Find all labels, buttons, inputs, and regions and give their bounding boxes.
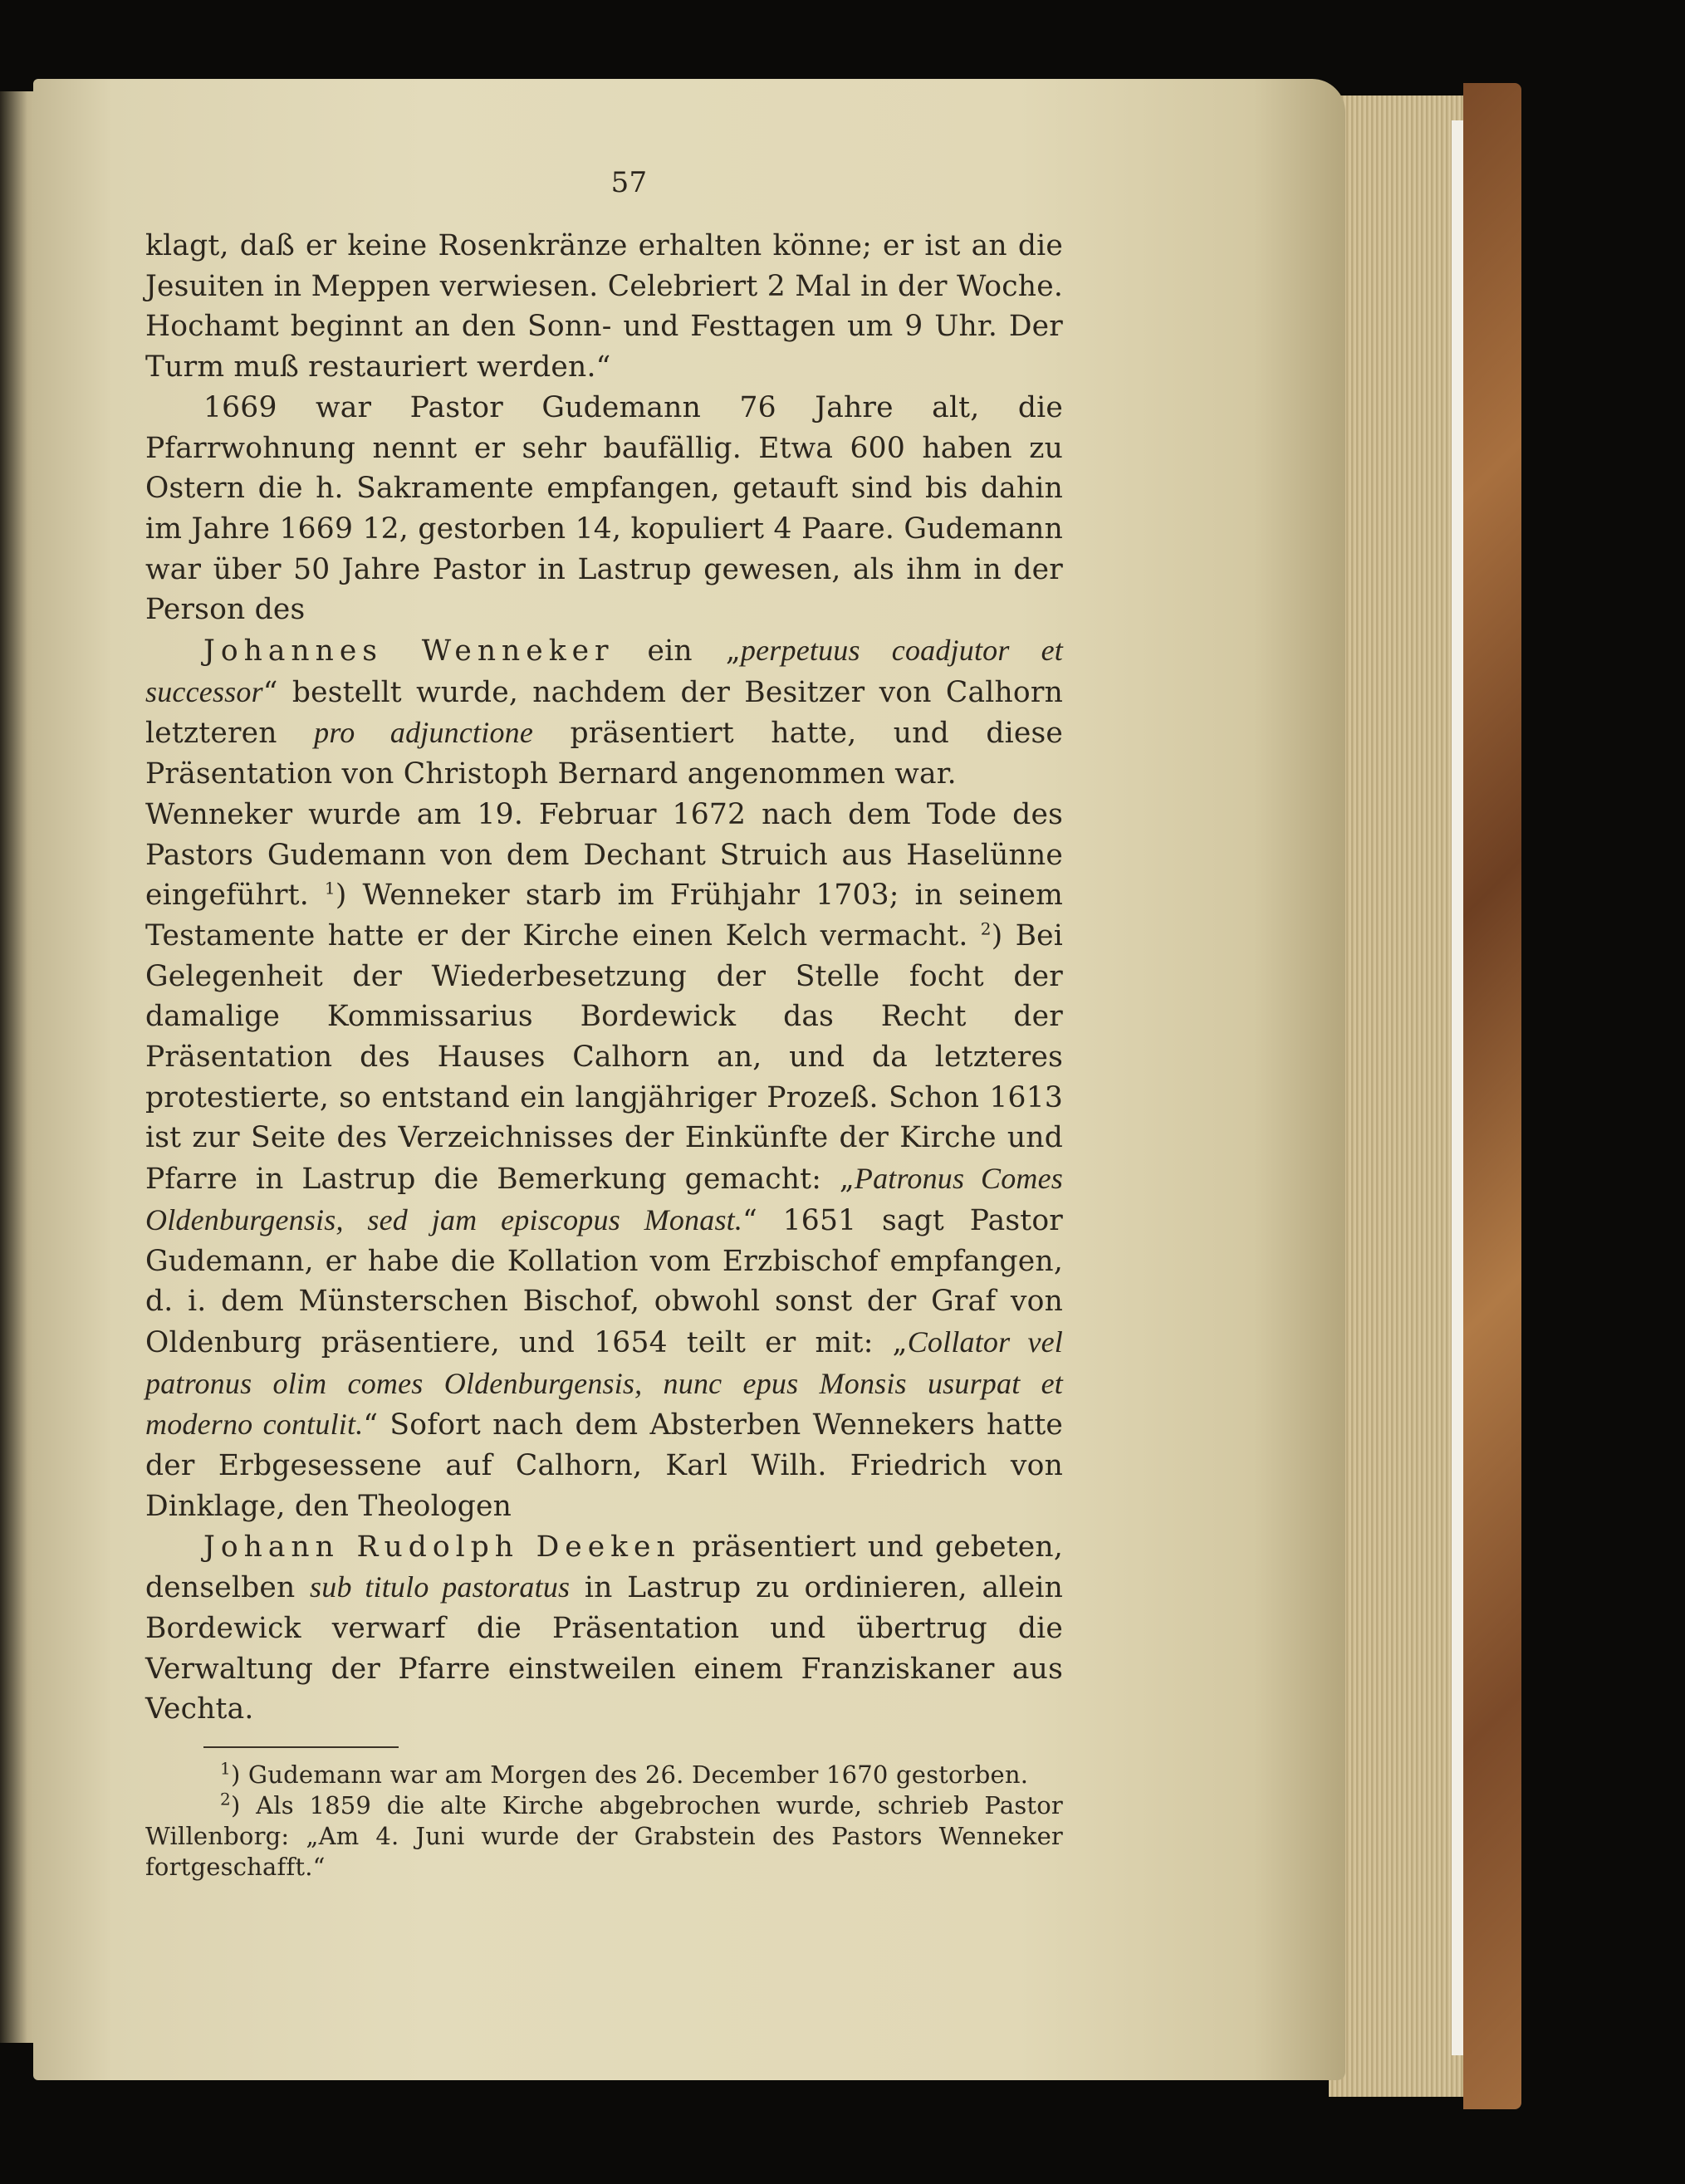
footnote-1	[145, 1760, 1063, 1790]
paragraph-5-part-b: in Lastrup zu ordinieren, allein Bordewick verwarf die Präsentation und übertrug die Verwaltung der Pfarre einstweilen einem Franziskaner aus Vechta.	[145, 1571, 1063, 1726]
paragraph-2: 1669 war Pastor Gudemann 76 Jahre alt, die Pfarrwohnung nennt er sehr baufällig. Etwa 600 haben zu Ostern die h. Sakramente empfangen, getauft sind bis dahin im Jahre 1669 12, gestorben 14, kopuliert 4 Paare. Gudemann war über 50 Jahre Pastor in Lastrup gewesen, als ihm in der Person des	[145, 390, 1063, 627]
latin-quote-collator: Collator vel patronus olim comes Oldenburgensis, nunc epus Monsis usurpat et moderno contulit.	[145, 1325, 1063, 1442]
paragraph-3-part-a: ein „	[614, 634, 741, 668]
paragraph-5	[145, 1527, 1063, 1731]
latin-phrase-adjunctione: pro adjunctione	[314, 716, 534, 750]
marbled-book-cover	[1463, 83, 1521, 2109]
paragraph-1: klagt, daß er keine Rosenkränze erhalten könne; er ist an die Jesuiten in Meppen verwiesen. Celebriert 2 Mal in der Woche. Hochamt beginnt an den Sonn- und Festtagen um 9 Uhr. Der Turm muß restauriert werden.“	[145, 229, 1063, 384]
footnote-1-mark: 1	[220, 1758, 231, 1779]
paragraph-4-part-c: ) Bei Gelegenheit der Wiederbesetzung der Stelle focht der damalige Kommissarius Bordewick das Recht der Präsentation des Hauses Calhorn an, und da letzteres protestierte, so entstand ein langjähriger Prozeß. Schon 1613 ist zur Seite des Verzeichnisses der Einkünfte der Kirche und Pfarre in Lastrup die Bemerkung gemacht: „	[145, 918, 1063, 1197]
paragraph-3	[145, 630, 1063, 795]
paragraph-4	[145, 795, 1063, 1527]
footnote-2-text: ) Als 1859 die alte Kirche abgebrochen wurde, schrieb Pastor Willenborg: „Am 4. Juni wurde der Grabstein des Pastors Wenneker fortgeschafft.“	[145, 1791, 1063, 1882]
person-name-deeken: Johann Rudolph Deeken	[203, 1530, 681, 1564]
paragraph-4-part-b: ) Wenneker starb im Frühjahr 1703; in seinem Testamente hatte er der Kirche einen Kelch vermacht.	[145, 879, 1063, 952]
paragraph-4-part-a: Wenneker wurde am 19. Februar 1672 nach dem Tode des Pastors Gudemann von dem Dechant Struich aus Haselünne eingeführt.	[145, 797, 1063, 913]
person-name-wenneker: Johannes Wenneker	[203, 634, 615, 668]
paragraph-5-part-a: präsentiert und gebeten, denselben	[145, 1530, 1063, 1605]
footnote-2	[145, 1790, 1063, 1883]
latin-phrase-coadjutor: perpetuus coadjutor et successor	[145, 634, 1063, 708]
footnote-ref-2: 2	[980, 918, 992, 939]
footnote-1-text: ) Gudemann war am Morgen des 26. December 1670 gestorben.	[230, 1760, 1029, 1790]
paragraph-3-part-c: präsentiert hatte, und diese Präsentation von Christoph Bernard angenommen war.	[145, 717, 1064, 791]
page-text	[145, 166, 1063, 1883]
paragraph-4-part-e: “ Sofort nach dem Absterben Wennekers hatte der Erbgesessene auf Calhorn, Karl Wilh. Friedrich von Dinklage, den Theologen	[145, 1408, 1063, 1523]
footnote-divider	[203, 1746, 399, 1748]
footnote-2-mark: 2	[220, 1789, 231, 1809]
paragraph-4-part-d: “ 1651 sagt Pastor Gudemann, er habe die Kollation vom Erzbischof empfangen, d. i. dem Münsterschen Bischof, obwohl sonst der Graf von Oldenburg präsentiere, und 1654 teilt er mit: „	[145, 1203, 1063, 1359]
page-number: 57	[610, 166, 648, 199]
footnote-ref-1: 1	[324, 878, 336, 899]
latin-quote-patronus: Patronus Comes Oldenburgensis, sed jam episcopus Monast.	[145, 1162, 1063, 1236]
paragraph-3-part-b: “ bestellt wurde, nachdem der Besitzer von Calhorn letzteren	[145, 675, 1063, 751]
latin-phrase-pastoratus: sub titulo pastoratus	[310, 1570, 571, 1604]
footnotes	[145, 1760, 1063, 1883]
